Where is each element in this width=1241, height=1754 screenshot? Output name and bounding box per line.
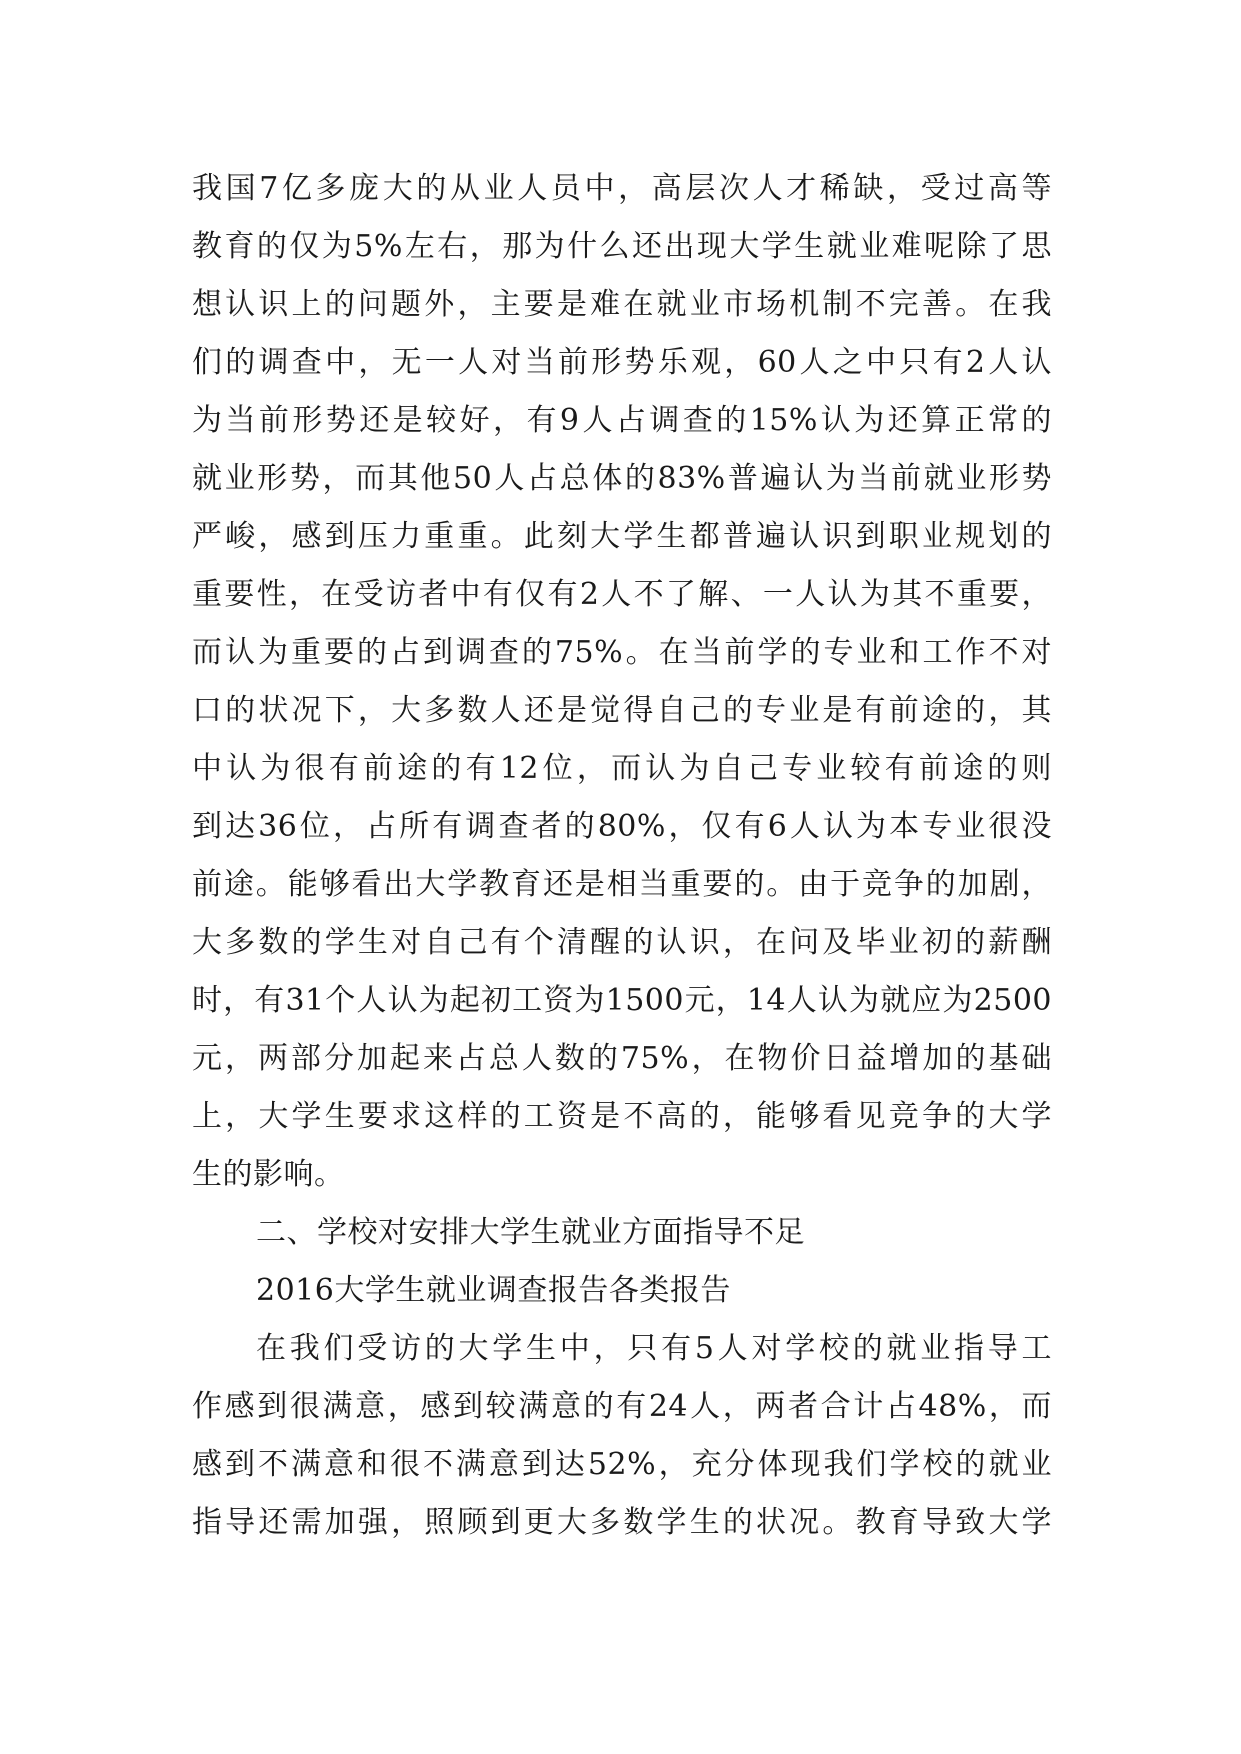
paragraph-line: 在我们受访的大学生中，只有5人对学校的就业指导工	[256, 1331, 1052, 1366]
paragraph-line: 就业形势，而其他50人占总体的83%普遍认为当前就业形势	[192, 461, 1052, 496]
paragraph-line: 我国7亿多庞大的从业人员中，高层次人才稀缺，受过高等	[192, 171, 1052, 206]
paragraph-line: 上，大学生要求这样的工资是不高的，能够看见竞争的大学	[192, 1099, 1052, 1134]
paragraph-line: 们的调查中，无一人对当前形势乐观，60人之中只有2人认	[192, 345, 1052, 380]
paragraph-line: 感到不满意和很不满意到达52%，充分体现我们学校的就业	[192, 1447, 1052, 1482]
paragraph-line: 重要性，在受访者中有仅有2人不了解、一人认为其不重要，	[192, 577, 1052, 612]
report-subtitle: 2016大学生就业调查报告各类报告	[256, 1273, 731, 1308]
paragraph-line: 作感到很满意，感到较满意的有24人，两者合计占48%，而	[192, 1389, 1052, 1424]
paragraph-line: 口的状况下，大多数人还是觉得自己的专业是有前途的，其	[192, 693, 1052, 728]
paragraph-line: 到达36位，占所有调查者的80%，仅有6人认为本专业很没	[192, 809, 1052, 844]
paragraph-line: 元，两部分加起来占总人数的75%，在物价日益增加的基础	[192, 1041, 1052, 1076]
paragraph-line: 而认为重要的占到调查的75%。在当前学的专业和工作不对	[192, 635, 1052, 670]
paragraph-line: 指导还需加强，照顾到更大多数学生的状况。教育导致大学	[192, 1505, 1052, 1540]
paragraph-line: 前途。能够看出大学教育还是相当重要的。由于竞争的加剧，	[192, 867, 1052, 902]
paragraph-line: 严峻，感到压力重重。此刻大学生都普遍认识到职业规划的	[192, 519, 1052, 554]
paragraph-line: 想认识上的问题外，主要是难在就业市场机制不完善。在我	[192, 287, 1052, 322]
section-heading: 二、学校对安排大学生就业方面指导不足	[256, 1215, 805, 1250]
document-body	[192, 160, 1052, 1552]
paragraph-line: 为当前形势还是较好，有9人占调查的15%认为还算正常的	[192, 403, 1052, 438]
paragraph-line: 大多数的学生对自己有个清醒的认识，在问及毕业初的薪酬	[192, 925, 1052, 960]
paragraph-line: 时，有31个人认为起初工资为1500元，14人认为就应为2500	[192, 983, 1052, 1018]
paragraph-line: 生的影响。	[192, 1157, 345, 1192]
paragraph-line: 中认为很有前途的有12位，而认为自己专业较有前途的则	[192, 751, 1052, 786]
paragraph-line: 教育的仅为5%左右，那为什么还出现大学生就业难呢除了思	[192, 229, 1052, 264]
